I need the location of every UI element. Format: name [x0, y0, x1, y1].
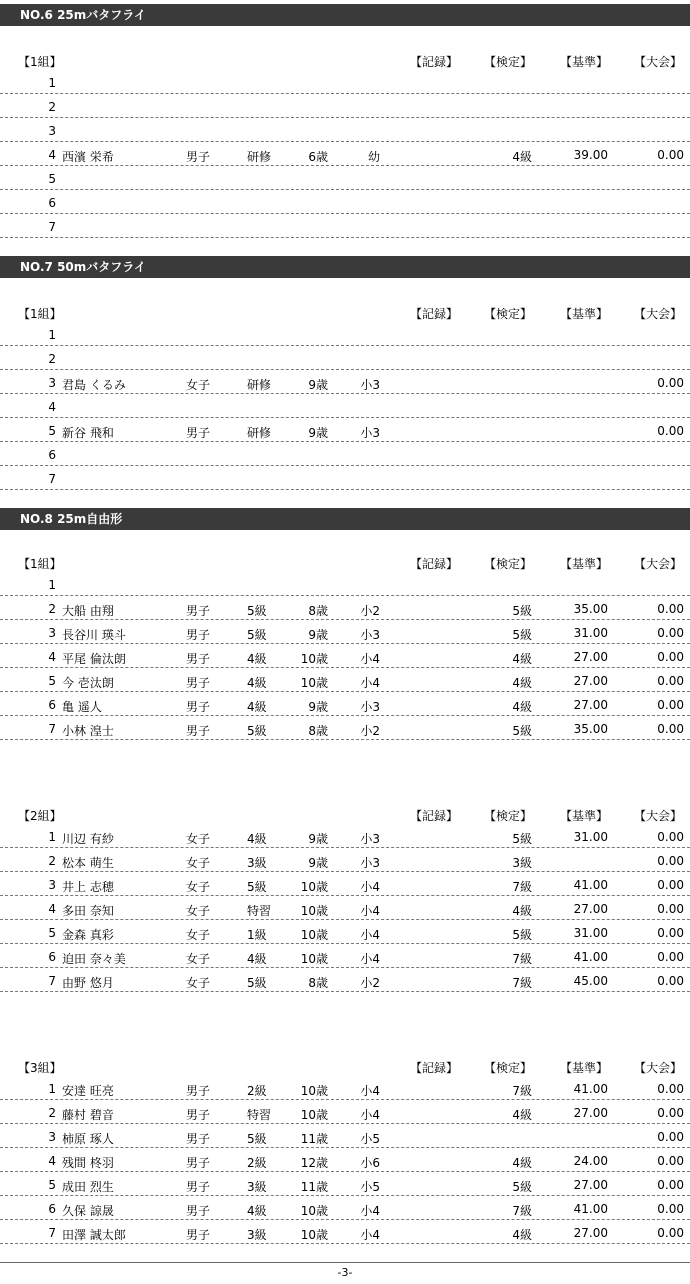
- group-header: [0, 50, 690, 70]
- sex: 女子: [186, 976, 211, 990]
- class-level: 2級: [247, 1084, 267, 1098]
- lane-number: 1: [48, 578, 56, 592]
- lane-number: 5: [48, 1178, 56, 1192]
- swimmer-name: 安達 旺亮: [62, 1084, 114, 1098]
- school-grade: 小4: [360, 1228, 380, 1242]
- table-row: [0, 142, 690, 166]
- table-row: [0, 166, 690, 190]
- sex: 女子: [186, 880, 211, 894]
- lane-number: 5: [48, 424, 56, 438]
- table-row: [0, 644, 690, 668]
- table-row: [0, 944, 690, 968]
- class-level: 3級: [247, 1180, 267, 1194]
- age: 9歳: [308, 832, 328, 846]
- sex: 男子: [186, 604, 211, 618]
- group-label: 【3組】: [18, 1061, 62, 1075]
- table-row: [0, 466, 690, 490]
- kijun-time: 35.00: [573, 602, 608, 616]
- swimmer-name: 西濱 栄希: [62, 150, 114, 164]
- class-level: 1級: [247, 928, 267, 942]
- table-row: [0, 692, 690, 716]
- class-level: 5級: [247, 880, 267, 894]
- kentei-level: 4級: [512, 700, 532, 714]
- age: 10歳: [300, 1108, 328, 1122]
- class-level: 研修: [247, 426, 272, 440]
- kijun-time: 31.00: [573, 926, 608, 940]
- table-row: [0, 1196, 690, 1220]
- school-grade: 小4: [360, 1108, 380, 1122]
- school-grade: 小2: [360, 976, 380, 990]
- sex: 男子: [186, 652, 211, 666]
- lane-number: 7: [48, 974, 56, 988]
- age: 10歳: [300, 1204, 328, 1218]
- row-divider: [0, 489, 690, 490]
- age: 12歳: [300, 1156, 328, 1170]
- taikai-label: 【大会】: [634, 557, 683, 571]
- kentei-label: 【検定】: [484, 55, 533, 69]
- lane-number: 4: [48, 902, 56, 916]
- kijun-time: 24.00: [573, 1154, 608, 1168]
- taikai-time: 0.00: [657, 626, 684, 640]
- swimmer-name: 小林 湟士: [62, 724, 114, 738]
- age: 10歳: [300, 904, 328, 918]
- school-grade: 小4: [360, 652, 380, 666]
- lane-number: 7: [48, 220, 56, 234]
- kentei-level: 5級: [512, 1180, 532, 1194]
- lane-number: 4: [48, 650, 56, 664]
- kijun-time: 27.00: [573, 1106, 608, 1120]
- kijun-time: 27.00: [573, 650, 608, 664]
- sex: 男子: [186, 628, 211, 642]
- lane-number: 1: [48, 1082, 56, 1096]
- kentei-level: 7級: [512, 880, 532, 894]
- kentei-label: 【検定】: [484, 809, 533, 823]
- school-grade: 小4: [360, 952, 380, 966]
- lane-number: 7: [48, 1226, 56, 1240]
- kijun-time: 41.00: [573, 950, 608, 964]
- kentei-label: 【検定】: [484, 557, 533, 571]
- sex: 男子: [186, 1204, 211, 1218]
- class-level: 特習: [247, 904, 272, 918]
- sex: 男子: [186, 426, 211, 440]
- school-grade: 小3: [360, 426, 380, 440]
- taikai-label: 【大会】: [634, 307, 683, 321]
- sex: 女子: [186, 856, 211, 870]
- age: 11歳: [300, 1132, 328, 1146]
- kentei-label: 【検定】: [484, 1061, 533, 1075]
- record-label: 【記録】: [410, 307, 459, 321]
- kijun-label: 【基準】: [560, 809, 609, 823]
- table-row: [0, 370, 690, 394]
- taikai-time: 0.00: [657, 878, 684, 892]
- table-row: [0, 968, 690, 992]
- table-row: [0, 1148, 690, 1172]
- swimmer-name: 長谷川 瑛斗: [62, 628, 126, 642]
- table-row: [0, 70, 690, 94]
- kentei-level: 7級: [512, 952, 532, 966]
- sex: 男子: [186, 150, 211, 164]
- group-label: 【1組】: [18, 307, 62, 321]
- taikai-time: 0.00: [657, 974, 684, 988]
- swimmer-name: 松本 萌生: [62, 856, 114, 870]
- taikai-time: 0.00: [657, 950, 684, 964]
- kijun-label: 【基準】: [560, 307, 609, 321]
- kentei-level: 5級: [512, 928, 532, 942]
- sex: 男子: [186, 1156, 211, 1170]
- class-level: 4級: [247, 952, 267, 966]
- lane-number: 2: [48, 854, 56, 868]
- age: 9歳: [308, 856, 328, 870]
- swimmer-name: 平尾 倫汰朗: [62, 652, 126, 666]
- school-grade: 小4: [360, 904, 380, 918]
- sex: 男子: [186, 1084, 211, 1098]
- row-divider: [0, 237, 690, 238]
- school-grade: 幼: [367, 150, 380, 164]
- class-level: 研修: [247, 378, 272, 392]
- age: 11歳: [300, 1180, 328, 1194]
- swimmer-name: 多田 奈知: [62, 904, 114, 918]
- taikai-time: 0.00: [657, 1082, 684, 1096]
- lane-number: 2: [48, 602, 56, 616]
- lane-number: 3: [48, 1130, 56, 1144]
- swimmer-name: 新谷 飛和: [62, 426, 114, 440]
- kijun-time: 31.00: [573, 626, 608, 640]
- table-row: [0, 190, 690, 214]
- school-grade: 小3: [360, 832, 380, 846]
- taikai-time: 0.00: [657, 674, 684, 688]
- kentei-level: 4級: [512, 1108, 532, 1122]
- school-grade: 小4: [360, 880, 380, 894]
- kentei-level: 5級: [512, 724, 532, 738]
- table-row: [0, 848, 690, 872]
- age: 8歳: [308, 976, 328, 990]
- age: 9歳: [308, 700, 328, 714]
- age: 9歳: [308, 426, 328, 440]
- kijun-time: 27.00: [573, 902, 608, 916]
- sex: 女子: [186, 928, 211, 942]
- age: 10歳: [300, 952, 328, 966]
- kentei-level: 7級: [512, 976, 532, 990]
- taikai-time: 0.00: [657, 650, 684, 664]
- taikai-label: 【大会】: [634, 1061, 683, 1075]
- class-level: 4級: [247, 676, 267, 690]
- kijun-time: 39.00: [573, 148, 608, 162]
- class-level: 4級: [247, 652, 267, 666]
- lane-number: 7: [48, 722, 56, 736]
- lane-number: 6: [48, 448, 56, 462]
- swimmer-name: 残間 柊羽: [62, 1156, 114, 1170]
- page-number: -3-: [337, 1266, 353, 1279]
- event-title-bar: NO.6 25mバタフライ: [0, 4, 690, 26]
- class-level: 5級: [247, 724, 267, 738]
- taikai-time: 0.00: [657, 424, 684, 438]
- taikai-time: 0.00: [657, 1106, 684, 1120]
- kijun-time: 27.00: [573, 1178, 608, 1192]
- class-level: 5級: [247, 1132, 267, 1146]
- group-header: [0, 804, 690, 824]
- lane-number: 6: [48, 950, 56, 964]
- lane-number: 6: [48, 196, 56, 210]
- swimmer-name: 田澤 誠太郎: [62, 1228, 126, 1242]
- swimmer-name: 金森 真彩: [62, 928, 114, 942]
- age: 8歳: [308, 724, 328, 738]
- class-level: 5級: [247, 628, 267, 642]
- kijun-time: 27.00: [573, 698, 608, 712]
- age: 8歳: [308, 604, 328, 618]
- sex: 男子: [186, 700, 211, 714]
- sex: 女子: [186, 832, 211, 846]
- taikai-time: 0.00: [657, 376, 684, 390]
- class-level: 3級: [247, 1228, 267, 1242]
- school-grade: 小4: [360, 1204, 380, 1218]
- lane-number: 4: [48, 1154, 56, 1168]
- taikai-time: 0.00: [657, 926, 684, 940]
- table-row: [0, 620, 690, 644]
- swimmer-name: 大船 由翔: [62, 604, 114, 618]
- sex: 男子: [186, 1108, 211, 1122]
- kentei-level: 5級: [512, 628, 532, 642]
- kijun-time: 41.00: [573, 1202, 608, 1216]
- kentei-level: 4級: [512, 676, 532, 690]
- swimmer-name: 柿原 琢人: [62, 1132, 114, 1146]
- row-divider: [0, 739, 690, 740]
- table-row: [0, 1220, 690, 1244]
- lane-number: 4: [48, 400, 56, 414]
- swimmer-name: 藤村 碧音: [62, 1108, 114, 1122]
- kijun-label: 【基準】: [560, 1061, 609, 1075]
- lane-number: 7: [48, 472, 56, 486]
- lane-number: 6: [48, 1202, 56, 1216]
- table-row: [0, 418, 690, 442]
- kentei-label: 【検定】: [484, 307, 533, 321]
- lane-number: 1: [48, 76, 56, 90]
- taikai-time: 0.00: [657, 1202, 684, 1216]
- kijun-time: 45.00: [573, 974, 608, 988]
- row-divider: [0, 1243, 690, 1244]
- sex: 女子: [186, 952, 211, 966]
- group-header: [0, 552, 690, 572]
- table-row: [0, 716, 690, 740]
- kentei-level: 3級: [512, 856, 532, 870]
- kentei-level: 5級: [512, 604, 532, 618]
- table-row: [0, 872, 690, 896]
- taikai-time: 0.00: [657, 1226, 684, 1240]
- table-row: [0, 322, 690, 346]
- group-header: [0, 302, 690, 322]
- kentei-level: 5級: [512, 832, 532, 846]
- taikai-time: 0.00: [657, 902, 684, 916]
- school-grade: 小4: [360, 928, 380, 942]
- age: 10歳: [300, 676, 328, 690]
- age: 10歳: [300, 880, 328, 894]
- lane-number: 3: [48, 626, 56, 640]
- kijun-time: 35.00: [573, 722, 608, 736]
- table-row: [0, 572, 690, 596]
- swimmer-name: 今 壱汰朗: [62, 676, 114, 690]
- table-row: [0, 896, 690, 920]
- kentei-level: 4級: [512, 904, 532, 918]
- record-label: 【記録】: [410, 557, 459, 571]
- school-grade: 小3: [360, 700, 380, 714]
- taikai-time: 0.00: [657, 722, 684, 736]
- table-row: [0, 596, 690, 620]
- age: 10歳: [300, 652, 328, 666]
- table-row: [0, 1100, 690, 1124]
- taikai-time: 0.00: [657, 1178, 684, 1192]
- school-grade: 小5: [360, 1180, 380, 1194]
- lane-number: 6: [48, 698, 56, 712]
- lane-number: 5: [48, 926, 56, 940]
- class-level: 5級: [247, 604, 267, 618]
- lane-number: 3: [48, 376, 56, 390]
- school-grade: 小6: [360, 1156, 380, 1170]
- school-grade: 小3: [360, 378, 380, 392]
- lane-number: 5: [48, 172, 56, 186]
- school-grade: 小3: [360, 628, 380, 642]
- class-level: 4級: [247, 832, 267, 846]
- swimmer-name: 君島 くるみ: [62, 378, 126, 392]
- group-label: 【1組】: [18, 557, 62, 571]
- taikai-time: 0.00: [657, 854, 684, 868]
- age: 9歳: [308, 628, 328, 642]
- class-level: 3級: [247, 856, 267, 870]
- kentei-level: 4級: [512, 1228, 532, 1242]
- kentei-level: 4級: [512, 652, 532, 666]
- table-row: [0, 824, 690, 848]
- footer-divider: [0, 1262, 690, 1263]
- taikai-time: 0.00: [657, 830, 684, 844]
- kijun-time: 27.00: [573, 1226, 608, 1240]
- lane-number: 1: [48, 328, 56, 342]
- lane-number: 3: [48, 124, 56, 138]
- kijun-time: 31.00: [573, 830, 608, 844]
- row-divider: [0, 991, 690, 992]
- school-grade: 小3: [360, 856, 380, 870]
- age: 10歳: [300, 928, 328, 942]
- class-level: 2級: [247, 1156, 267, 1170]
- swimmer-name: 迫田 奈々美: [62, 952, 126, 966]
- sex: 女子: [186, 378, 211, 392]
- lane-number: 1: [48, 830, 56, 844]
- table-row: [0, 1124, 690, 1148]
- kentei-level: 7級: [512, 1204, 532, 1218]
- lane-number: 2: [48, 1106, 56, 1120]
- age: 6歳: [308, 150, 328, 164]
- school-grade: 小4: [360, 676, 380, 690]
- group-label: 【2組】: [18, 809, 62, 823]
- swimmer-name: 成田 烈生: [62, 1180, 114, 1194]
- kijun-label: 【基準】: [560, 55, 609, 69]
- kijun-time: 41.00: [573, 1082, 608, 1096]
- sex: 男子: [186, 1228, 211, 1242]
- taikai-time: 0.00: [657, 148, 684, 162]
- school-grade: 小4: [360, 1084, 380, 1098]
- group-header: [0, 1056, 690, 1076]
- lane-number: 3: [48, 878, 56, 892]
- swimmer-name: 井上 志穂: [62, 880, 114, 894]
- taikai-time: 0.00: [657, 602, 684, 616]
- lane-number: 4: [48, 148, 56, 162]
- taikai-time: 0.00: [657, 698, 684, 712]
- age: 10歳: [300, 1228, 328, 1242]
- swimmer-name: 川辺 有紗: [62, 832, 114, 846]
- taikai-label: 【大会】: [634, 55, 683, 69]
- table-row: [0, 214, 690, 238]
- table-row: [0, 94, 690, 118]
- age: 10歳: [300, 1084, 328, 1098]
- school-grade: 小2: [360, 724, 380, 738]
- kentei-level: 4級: [512, 150, 532, 164]
- table-row: [0, 1172, 690, 1196]
- sex: 男子: [186, 1132, 211, 1146]
- swimmer-name: 亀 遥人: [62, 700, 102, 714]
- lane-number: 2: [48, 352, 56, 366]
- lane-number: 2: [48, 100, 56, 114]
- lane-number: 5: [48, 674, 56, 688]
- class-level: 研修: [247, 150, 272, 164]
- sex: 男子: [186, 676, 211, 690]
- taikai-time: 0.00: [657, 1154, 684, 1168]
- sex: 男子: [186, 1180, 211, 1194]
- event-title-bar: NO.8 25m自由形: [0, 508, 690, 530]
- kijun-time: 41.00: [573, 878, 608, 892]
- table-row: [0, 1076, 690, 1100]
- record-label: 【記録】: [410, 1061, 459, 1075]
- taikai-label: 【大会】: [634, 809, 683, 823]
- sex: 女子: [186, 904, 211, 918]
- table-row: [0, 920, 690, 944]
- table-row: [0, 442, 690, 466]
- class-level: 特習: [247, 1108, 272, 1122]
- table-row: [0, 346, 690, 370]
- table-row: [0, 118, 690, 142]
- school-grade: 小2: [360, 604, 380, 618]
- record-label: 【記録】: [410, 55, 459, 69]
- swimmer-name: 久保 諒晟: [62, 1204, 114, 1218]
- record-label: 【記録】: [410, 809, 459, 823]
- class-level: 4級: [247, 700, 267, 714]
- event-title-bar: NO.7 50mバタフライ: [0, 256, 690, 278]
- class-level: 4級: [247, 1204, 267, 1218]
- kijun-time: 27.00: [573, 674, 608, 688]
- age: 9歳: [308, 378, 328, 392]
- group-label: 【1組】: [18, 55, 62, 69]
- kijun-label: 【基準】: [560, 557, 609, 571]
- kentei-level: 4級: [512, 1156, 532, 1170]
- class-level: 5級: [247, 976, 267, 990]
- school-grade: 小5: [360, 1132, 380, 1146]
- sex: 男子: [186, 724, 211, 738]
- swimmer-name: 由野 悠月: [62, 976, 114, 990]
- table-row: [0, 394, 690, 418]
- table-row: [0, 668, 690, 692]
- taikai-time: 0.00: [657, 1130, 684, 1144]
- kentei-level: 7級: [512, 1084, 532, 1098]
